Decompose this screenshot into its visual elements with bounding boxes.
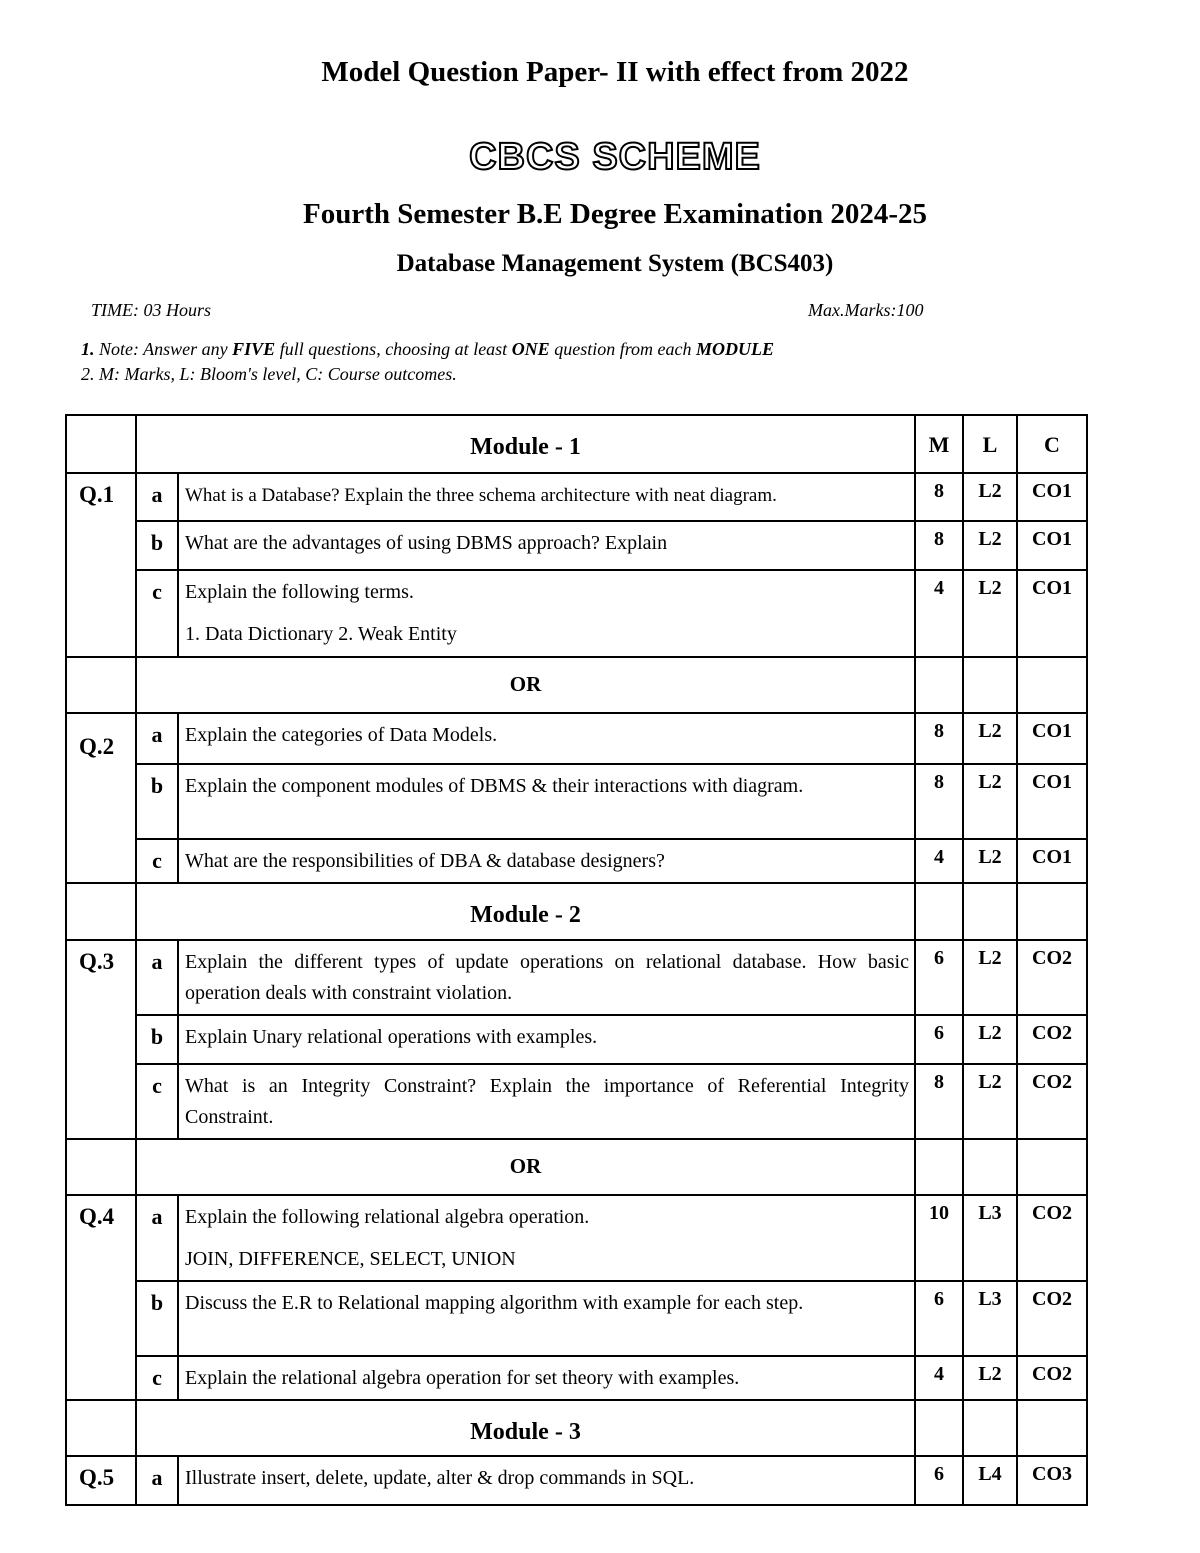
question-text-cell: [178, 570, 915, 657]
level-value: L2: [963, 1356, 1017, 1400]
marks-value: 8: [915, 521, 963, 570]
level-value: L2: [963, 1064, 1017, 1139]
level-value: L4: [963, 1456, 1017, 1505]
empty-cell: [1017, 657, 1087, 713]
question-text: What are the advantages of using DBMS approach? Explain: [178, 521, 915, 570]
note-1-five: FIVE: [232, 339, 276, 359]
question-text: Explain the relational algebra operation for set theory with examples.: [178, 1356, 915, 1400]
question-label: Q.4: [66, 1195, 136, 1400]
module-3-header-row: [66, 1400, 1087, 1456]
part-label: b: [136, 1015, 178, 1064]
level-value: L2: [963, 1015, 1017, 1064]
note-2: 2. M: Marks, L: Bloom's level, C: Course outcomes.: [81, 364, 457, 384]
note-1-part-a: Note: Answer any: [99, 339, 233, 359]
part-label: a: [136, 713, 178, 764]
table-row: [66, 473, 1087, 521]
or-divider: OR: [136, 657, 915, 713]
empty-cell: [963, 1139, 1017, 1195]
question-text-cell: [178, 1195, 915, 1281]
module-2-header-row: [66, 883, 1087, 940]
question-text: What is a Database? Explain the three schema architecture with neat diagram.: [178, 473, 915, 521]
note-1-number: 1.: [81, 339, 95, 359]
part-label: c: [136, 570, 178, 657]
part-label: b: [136, 764, 178, 839]
marks-value: 4: [915, 1356, 963, 1400]
part-label: a: [136, 1195, 178, 1281]
outcome-value: CO2: [1017, 1015, 1087, 1064]
marks-value: 6: [915, 1456, 963, 1505]
or-row: [66, 657, 1087, 713]
table-row: [66, 570, 1087, 657]
outcome-value: CO1: [1017, 473, 1087, 521]
exam-title: Fourth Semester B.E Degree Examination 2024-25: [303, 198, 927, 230]
marks-value: 4: [915, 839, 963, 883]
question-text: Explain the different types of update operations on relational database. How basic operation deals with constraint violation.: [178, 940, 915, 1015]
question-label: Q.3: [66, 940, 136, 1139]
part-label: b: [136, 521, 178, 570]
marks-value: 10: [915, 1195, 963, 1281]
part-label: c: [136, 1064, 178, 1139]
table-row: [66, 839, 1087, 883]
marks-value: 8: [915, 473, 963, 521]
outcome-value: CO1: [1017, 839, 1087, 883]
note-1-part-e: question from each: [549, 339, 697, 359]
level-value: L3: [963, 1195, 1017, 1281]
empty-cell: [1017, 1400, 1087, 1456]
outcome-value: CO2: [1017, 1064, 1087, 1139]
part-label: b: [136, 1281, 178, 1356]
outcome-value: CO1: [1017, 713, 1087, 764]
question-text: Explain the component modules of DBMS & their interactions with diagram.: [178, 764, 915, 839]
marks-value: 6: [915, 1015, 963, 1064]
table-row: [66, 713, 1087, 764]
outcome-value: CO3: [1017, 1456, 1087, 1505]
part-label: a: [136, 1456, 178, 1505]
note-1-module: MODULE: [696, 339, 775, 359]
level-value: L2: [963, 839, 1017, 883]
empty-cell: [1017, 1139, 1087, 1195]
empty-cell: [66, 1139, 136, 1195]
outcome-value: CO2: [1017, 1356, 1087, 1400]
empty-cell: [1017, 883, 1087, 940]
or-divider: OR: [136, 1139, 915, 1195]
marks-value: 6: [915, 1281, 963, 1356]
question-text: Explain the following relational algebra operation.: [185, 1206, 590, 1228]
level-value: L2: [963, 713, 1017, 764]
question-text: What are the responsibilities of DBA & database designers?: [178, 839, 915, 883]
part-label: a: [136, 473, 178, 521]
col-marks-header: M: [915, 415, 963, 473]
table-row: [66, 521, 1087, 570]
outcome-value: CO2: [1017, 1195, 1087, 1281]
level-value: L2: [963, 764, 1017, 839]
table-row: [66, 1195, 1087, 1281]
empty-cell: [66, 657, 136, 713]
scheme-logo-text: CBCS SCHEME: [469, 136, 761, 178]
question-label: Q.1: [66, 473, 136, 657]
question-text: What is an Integrity Constraint? Explain the importance of Referential Integrity Constraint.: [178, 1064, 915, 1139]
empty-cell: [66, 1400, 136, 1456]
outcome-value: CO2: [1017, 940, 1087, 1015]
table-row: [66, 1281, 1087, 1356]
table-row: [66, 1015, 1087, 1064]
table-row: [66, 1456, 1087, 1505]
module-3-heading: Module - 3: [136, 1400, 915, 1456]
question-text: Illustrate insert, delete, update, alter & drop commands in SQL.: [178, 1456, 915, 1505]
paper-title: Model Question Paper- II with effect from 2022: [321, 56, 909, 88]
marks-value: 4: [915, 570, 963, 657]
exam-time: TIME: 03 Hours: [91, 300, 211, 320]
question-table: [65, 414, 1088, 1506]
empty-cell: [963, 1400, 1017, 1456]
question-text: Explain Unary relational operations with examples.: [178, 1015, 915, 1064]
table-row: [66, 1356, 1087, 1400]
max-marks: Max.Marks:100: [808, 300, 924, 320]
note-1-one: ONE: [511, 339, 550, 359]
table-row: [66, 1064, 1087, 1139]
level-value: L2: [963, 521, 1017, 570]
module-1-header-row: [66, 415, 1087, 473]
question-text: Explain the categories of Data Models.: [178, 713, 915, 764]
empty-cell: [963, 657, 1017, 713]
outcome-value: CO1: [1017, 764, 1087, 839]
empty-cell: [66, 883, 136, 940]
question-text: Discuss the E.R to Relational mapping algorithm with example for each step.: [178, 1281, 915, 1356]
marks-value: 8: [915, 1064, 963, 1139]
col-level-header: L: [963, 415, 1017, 473]
question-label: Q.2: [66, 713, 136, 883]
part-label: a: [136, 940, 178, 1015]
empty-cell: [915, 1139, 963, 1195]
part-label: c: [136, 1356, 178, 1400]
empty-cell: [915, 883, 963, 940]
question-subtext: 1. Data Dictionary 2. Weak Entity: [185, 623, 457, 645]
level-value: L3: [963, 1281, 1017, 1356]
note-1-part-c: full questions, choosing at least: [275, 339, 512, 359]
empty-cell: [963, 883, 1017, 940]
part-label: c: [136, 839, 178, 883]
empty-cell: [915, 1400, 963, 1456]
module-1-heading: Module - 1: [136, 415, 915, 473]
outcome-value: CO2: [1017, 1281, 1087, 1356]
level-value: L2: [963, 570, 1017, 657]
empty-cell: [66, 415, 136, 473]
question-label: Q.5: [66, 1456, 136, 1505]
level-value: L2: [963, 940, 1017, 1015]
or-row: [66, 1139, 1087, 1195]
outcome-value: CO1: [1017, 570, 1087, 657]
module-2-heading: Module - 2: [136, 883, 915, 940]
col-outcome-header: C: [1017, 415, 1087, 473]
table-row: [66, 764, 1087, 839]
note-1: [81, 339, 774, 360]
marks-value: 8: [915, 713, 963, 764]
level-value: L2: [963, 473, 1017, 521]
marks-value: 6: [915, 940, 963, 1015]
question-text: Explain the following terms.: [185, 581, 414, 603]
question-subtext: JOIN, DIFFERENCE, SELECT, UNION: [185, 1248, 516, 1270]
subject-title: Database Management System (BCS403): [396, 250, 834, 277]
outcome-value: CO1: [1017, 521, 1087, 570]
table-row: [66, 940, 1087, 1015]
empty-cell: [915, 657, 963, 713]
marks-value: 8: [915, 764, 963, 839]
